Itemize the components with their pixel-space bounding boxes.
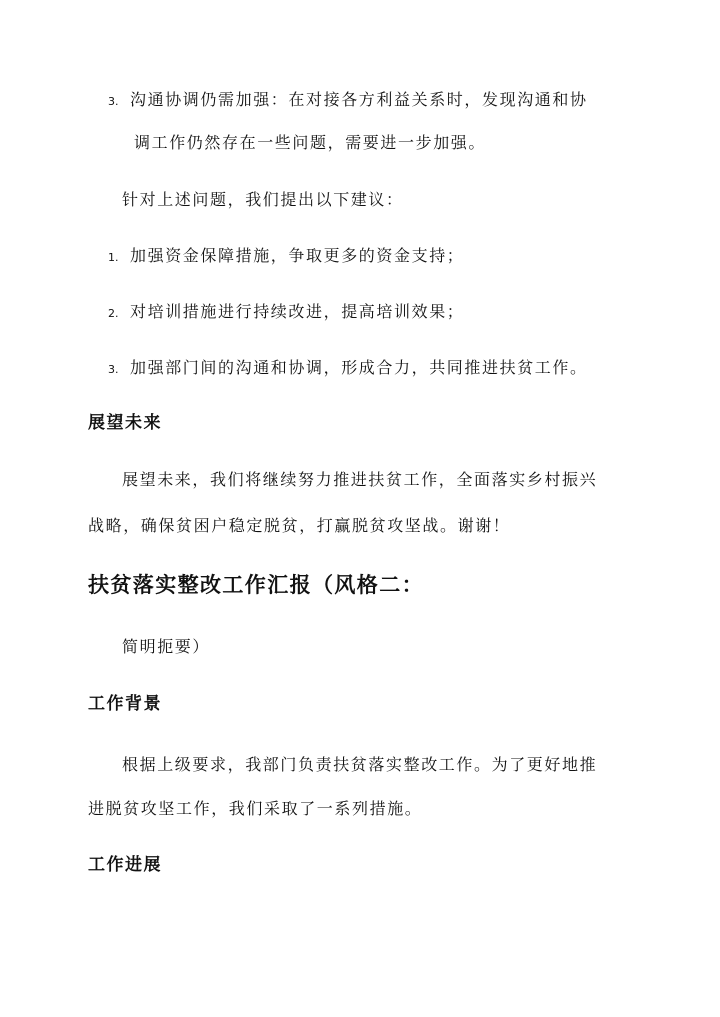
suggestion-text: 加强部门间的沟通和协调，形成合力，共同推进扶贫工作。 xyxy=(130,358,588,377)
background-heading: 工作背景 xyxy=(88,694,162,714)
suggestion-text: 对培训措施进行持续改进，提高培训效果； xyxy=(130,302,465,321)
suggestion-item-2 xyxy=(108,302,464,324)
issue-3-line-1 xyxy=(108,90,588,112)
outlook-paragraph-line-1: 展望未来，我们将继续努力推进扶贫工作，全面落实乡村振兴 xyxy=(122,470,598,489)
progress-heading: 工作进展 xyxy=(88,855,162,875)
background-paragraph-line-1: 根据上级要求，我部门负责扶贫落实整改工作。为了更好地推 xyxy=(122,755,598,774)
outlook-paragraph-line-2: 战略，确保贫困户稳定脱贫，打赢脱贫攻坚战。谢谢！ xyxy=(88,516,511,535)
outlook-heading: 展望未来 xyxy=(88,413,162,433)
list-number: 1. xyxy=(108,251,119,264)
background-paragraph-line-2: 进脱贫攻坚工作，我们采取了一系列措施。 xyxy=(88,799,423,818)
report-title-continued: 简明扼要） xyxy=(122,637,211,656)
report-title: 扶贫落实整改工作汇报（风格二： xyxy=(88,572,424,597)
suggestion-intro: 针对上述问题，我们提出以下建议： xyxy=(122,190,404,209)
suggestion-item-1 xyxy=(108,246,464,268)
issue-3-text: 沟通协调仍需加强：在对接各方利益关系时，发现沟通和协 xyxy=(130,90,588,109)
suggestion-text: 加强资金保障措施，争取更多的资金支持； xyxy=(130,246,465,265)
list-number: 3. xyxy=(108,363,119,376)
list-number: 3. xyxy=(108,95,119,108)
issue-3-line-2: 调工作仍然存在一些问题，需要进一步加强。 xyxy=(134,133,487,152)
list-number: 2. xyxy=(108,307,119,320)
suggestion-item-3 xyxy=(108,358,588,380)
